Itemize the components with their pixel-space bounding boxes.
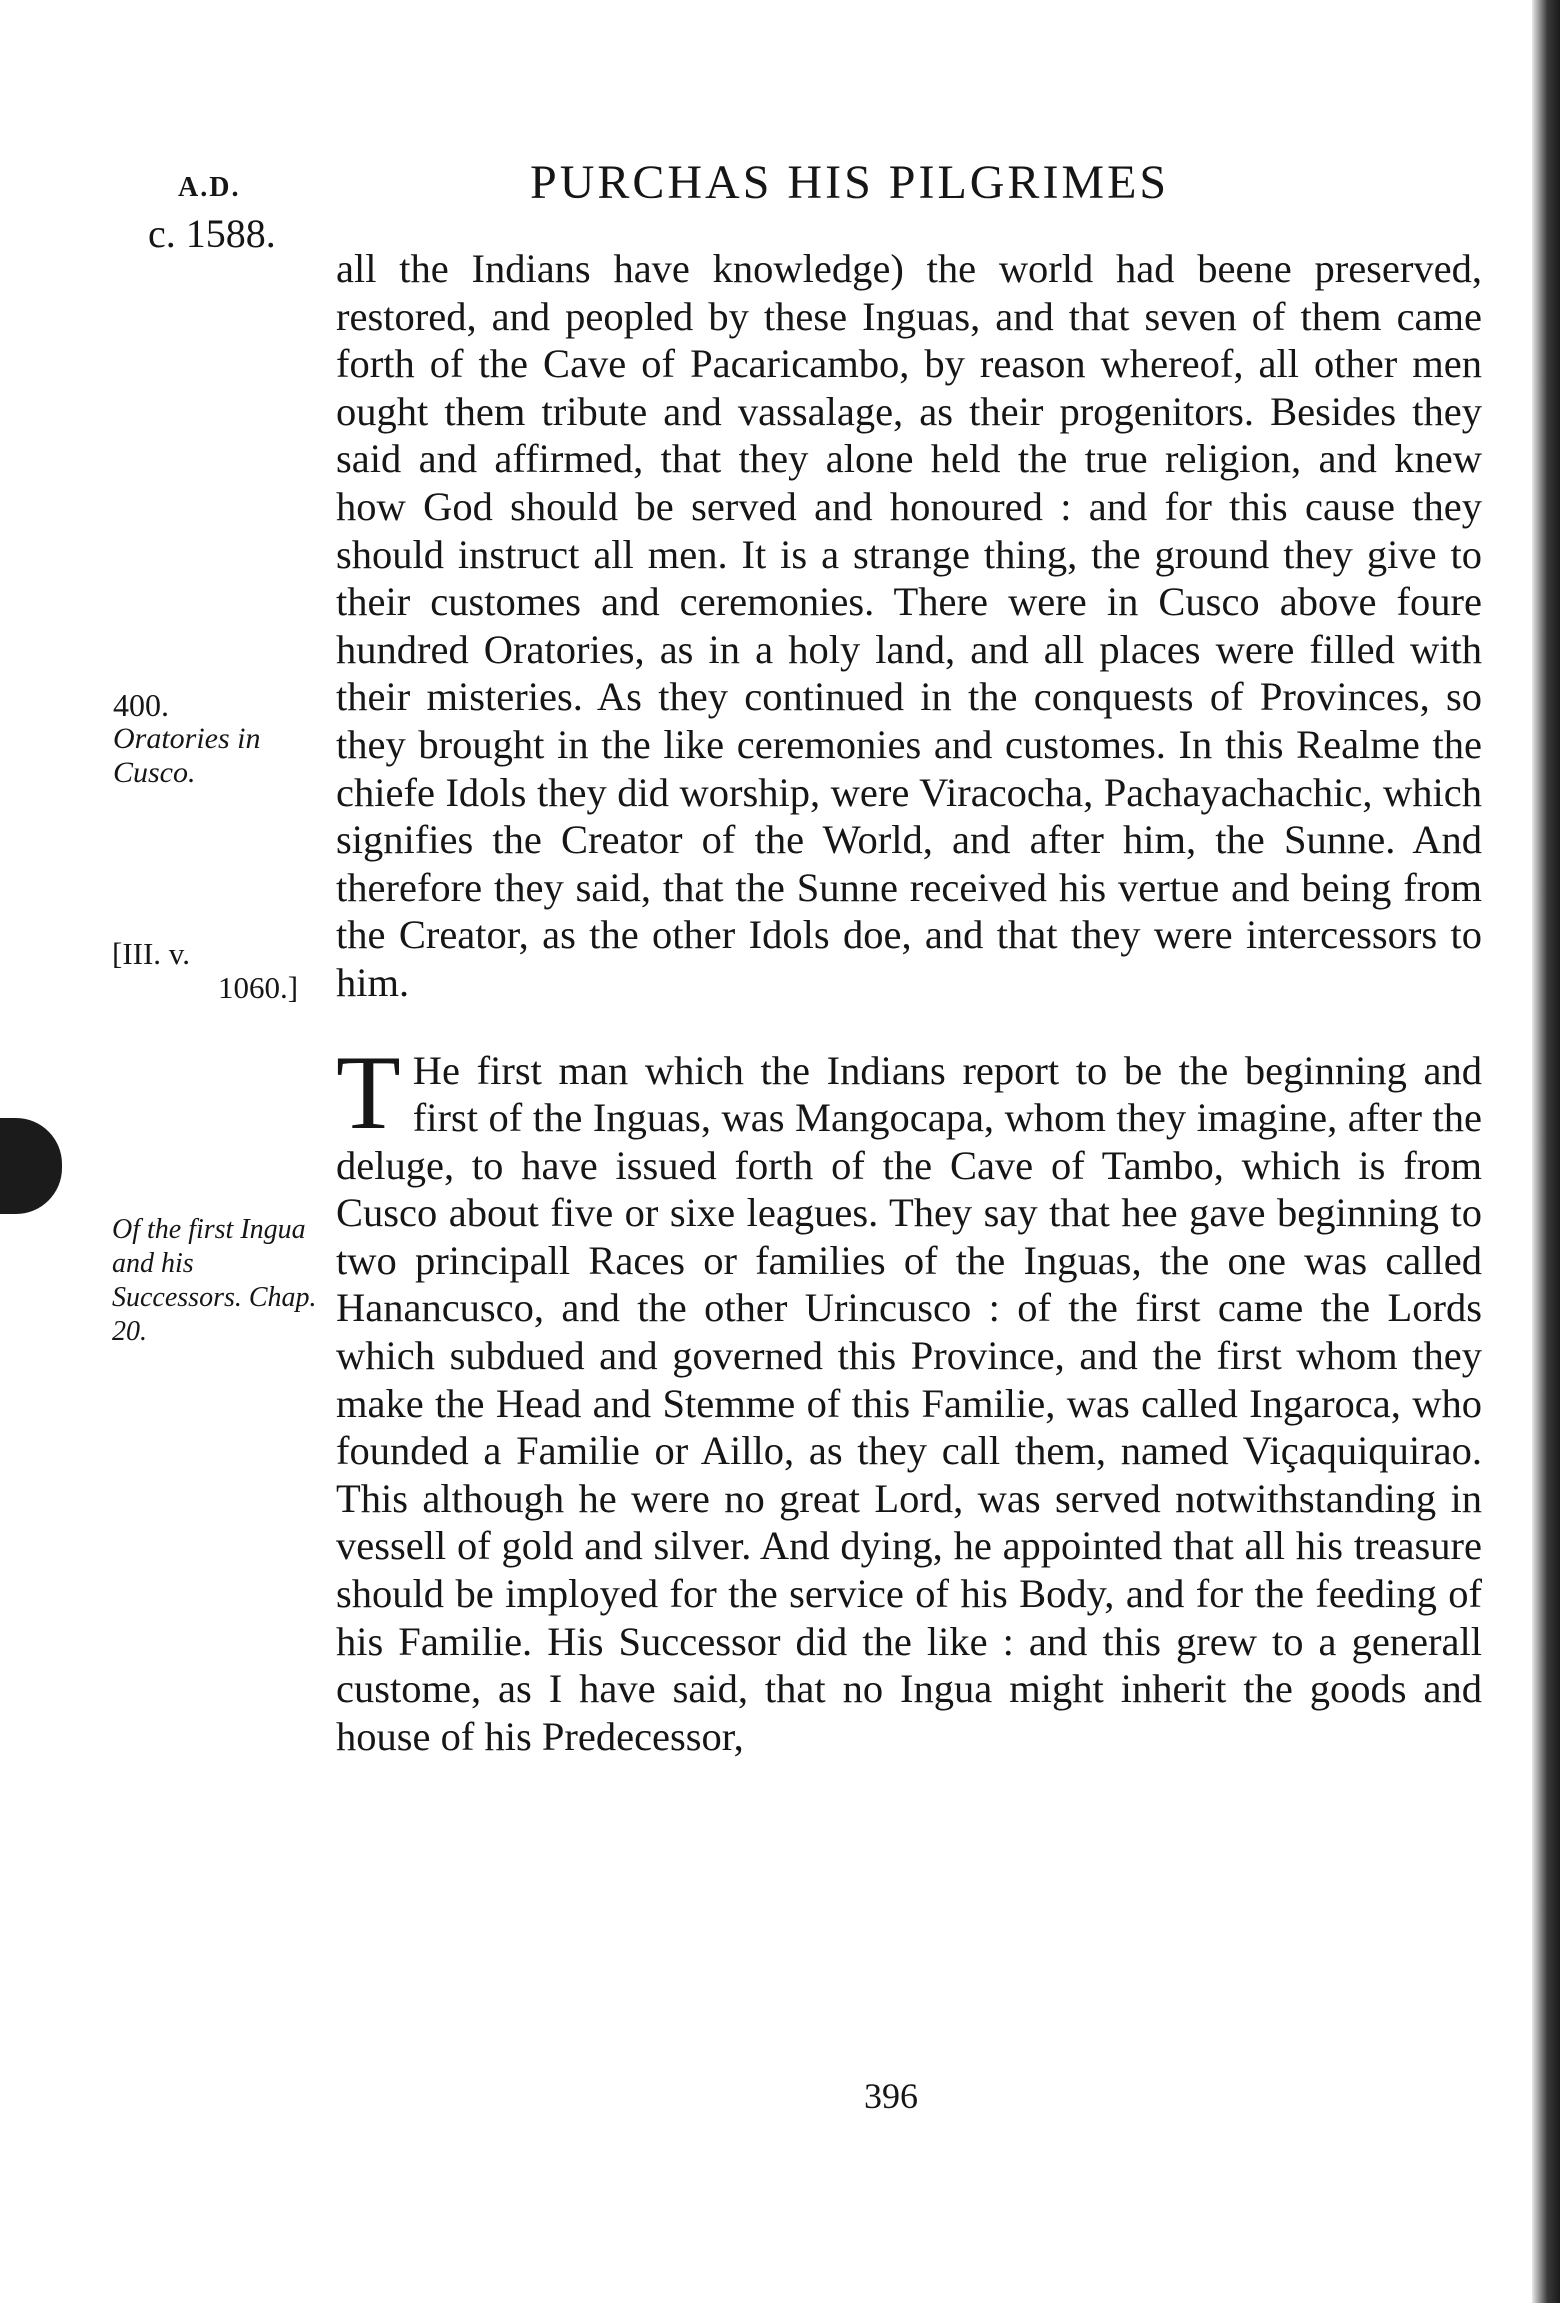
- paragraph-2: [336, 1033, 1482, 1761]
- running-title: PURCHAS HIS PILGRIMES: [530, 156, 1170, 209]
- thumb-shadow: [0, 1118, 62, 1214]
- margin-note-number: 400.: [113, 687, 169, 723]
- page-number: 396: [864, 2076, 918, 2116]
- era-label: A.D.: [178, 172, 241, 203]
- page-binding-shadow: [1532, 0, 1560, 2303]
- main-text: [336, 245, 1482, 1760]
- margin-note-text: Oratories in Cusco.: [113, 722, 261, 789]
- date-label: c. 1588.: [148, 211, 276, 256]
- drop-cap: T: [336, 1033, 401, 1151]
- margin-note-oratories: [113, 688, 313, 790]
- paragraph-1: all the Indians have knowledge) the world had beene preserved, restored, and peopled by these Inguas, and that seven of them came forth of the Cave of Pacaricambo, by reason whereof, all other men ought them tribute and vassalage, as their progenitors. Besides they said and affirmed, that they alone held the true religion, and knew how God should be served and honoured : and for this cause they should instruct all men. It is a strange thing, the ground they give to their customes and ceremonies. There were in Cusco above foure hundred Oratories, as in a holy land, and all places were filled with their misteries. As they continued in the conquests of Provinces, so they brought in the like ceremonies and customes. In this Realme the chiefe Idols they did worship, were Viracocha, Pachayachachic, which signifies the Creator of the World, and after him, the Sunne. And therefore they said, that the Sunne received his vertue and being from the Creator, as the other Idols doe, and that they were intercessors to him.: [336, 246, 1482, 1005]
- paragraph-2-text: He first man which the Indians report to be the beginning and first of the Inguas, was Mangocapa, whom they imagine, after the deluge, to have issued forth of the Cave of Tambo, which is from Cusco about five or sixe leagues. They say that hee gave beginning to two principall Races or families of the Inguas, the one was called Hanancusco, and the other Urincusco : of the first came the Lords which subdued and governed this Province, and the first whom they make the Head and Stemme of this Familie, was called Ingaroca, who founded a Familie or Aillo, as they call them, named Viçaquiquirao. This although he were no great Lord, was served notwithstanding in vessell of gold and silver. And dying, he appointed that all his treasure should be imployed for the service of his Body, and for the feeding of his Familie. His Successor did the like : and this grew to a generall custome, as I have said, that no Ingua might inherit the goods and house of his Predecessor,: [336, 1047, 1482, 1759]
- reference-line-1: [III. v.: [112, 936, 191, 971]
- reference-line-2: 1060.]: [218, 970, 299, 1005]
- margin-note-reference: [112, 937, 298, 1005]
- margin-note-chapter: [112, 1213, 324, 1349]
- chapter-note-text: Of the first Ingua and his Successors. Chap. 20.: [112, 1214, 317, 1347]
